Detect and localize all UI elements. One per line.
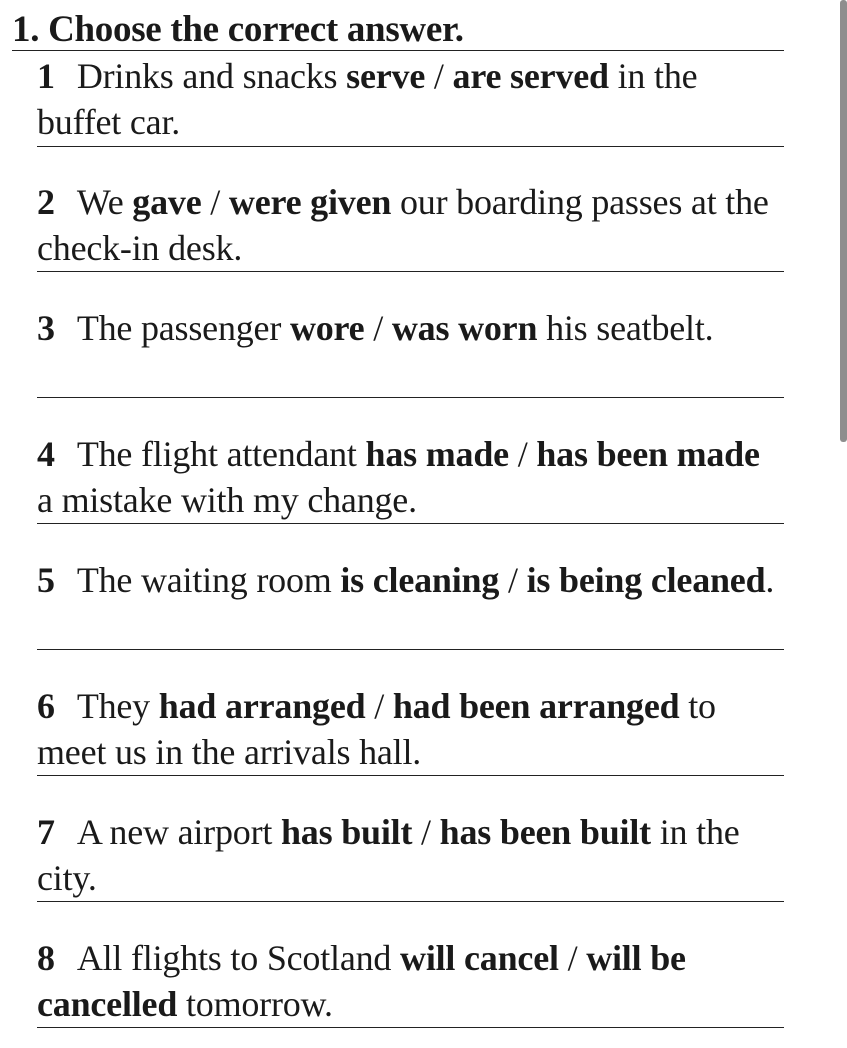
option-separator: /: [365, 686, 393, 726]
option-separator: /: [201, 182, 229, 222]
question-number: 1: [37, 56, 55, 96]
question-text: The flight attendant: [76, 434, 366, 474]
question-text: Drinks and snacks: [76, 56, 347, 96]
question-number: 5: [37, 560, 55, 600]
answer-line: [37, 523, 784, 524]
answer-line: [37, 397, 784, 398]
option-b[interactable]: has been built: [439, 812, 651, 852]
answer-line: [37, 649, 784, 650]
option-b[interactable]: are served: [452, 56, 609, 96]
option-b[interactable]: will be cancelled: [37, 938, 686, 1024]
vertical-scrollbar[interactable]: [840, 0, 847, 442]
answer-line: [37, 1027, 784, 1028]
option-separator: /: [364, 308, 392, 348]
question-text: A new airport: [76, 812, 281, 852]
question-number: 7: [37, 812, 55, 852]
question-item-1: [37, 53, 784, 145]
option-b[interactable]: had been arranged: [392, 686, 680, 726]
option-b[interactable]: were given: [228, 182, 392, 222]
question-number: 4: [37, 434, 55, 474]
question-item-6: [37, 683, 784, 775]
answer-line: [37, 146, 784, 147]
question-item-8: [37, 935, 784, 1027]
question-text: All flights to Scotland: [76, 938, 401, 978]
option-a[interactable]: gave: [132, 182, 202, 222]
question-number: 8: [37, 938, 55, 978]
question-number: 6: [37, 686, 55, 726]
question-text-end: our boarding passes at the check-in desk.: [37, 182, 769, 268]
question-text: They: [76, 686, 159, 726]
option-b[interactable]: was worn: [391, 308, 538, 348]
question-text-end: in the city.: [37, 812, 740, 898]
option-b[interactable]: is being cleaned: [526, 560, 766, 600]
option-separator: /: [499, 560, 527, 600]
question-text-end: to meet us in the arrivals hall.: [37, 686, 716, 772]
option-a[interactable]: wore: [289, 308, 365, 348]
option-separator: /: [508, 434, 537, 474]
question-text-end: a mistake with my change.: [37, 480, 417, 520]
question-item-5: [37, 557, 784, 603]
question-text: The waiting room: [76, 560, 341, 600]
question-item-4: [37, 431, 784, 523]
option-separator: /: [412, 812, 440, 852]
heading-divider: [12, 50, 784, 51]
exercise-heading: 1. Choose the correct answer.: [12, 9, 464, 50]
option-separator: /: [425, 56, 453, 96]
answer-line: [37, 271, 784, 272]
question-text-end: in the buffet car.: [37, 56, 698, 142]
question-item-7: [37, 809, 784, 901]
answer-line: [37, 775, 784, 776]
option-a[interactable]: had arranged: [158, 686, 366, 726]
option-separator: /: [558, 938, 587, 978]
question-number: 2: [37, 182, 55, 222]
option-a[interactable]: will cancel: [400, 938, 559, 978]
question-item-3: [37, 305, 784, 351]
question-text: We: [76, 182, 133, 222]
option-b[interactable]: has been made: [536, 434, 760, 474]
question-text-end: .: [765, 560, 775, 600]
question-text-end: tomorrow.: [177, 984, 333, 1024]
option-a[interactable]: serve: [346, 56, 426, 96]
answer-line: [37, 901, 784, 902]
question-text-end: his seatbelt.: [537, 308, 714, 348]
option-a[interactable]: is cleaning: [340, 560, 500, 600]
option-a[interactable]: has made: [365, 434, 509, 474]
question-item-2: [37, 179, 784, 271]
option-a[interactable]: has built: [280, 812, 413, 852]
question-text: The passenger: [76, 308, 290, 348]
question-number: 3: [37, 308, 55, 348]
